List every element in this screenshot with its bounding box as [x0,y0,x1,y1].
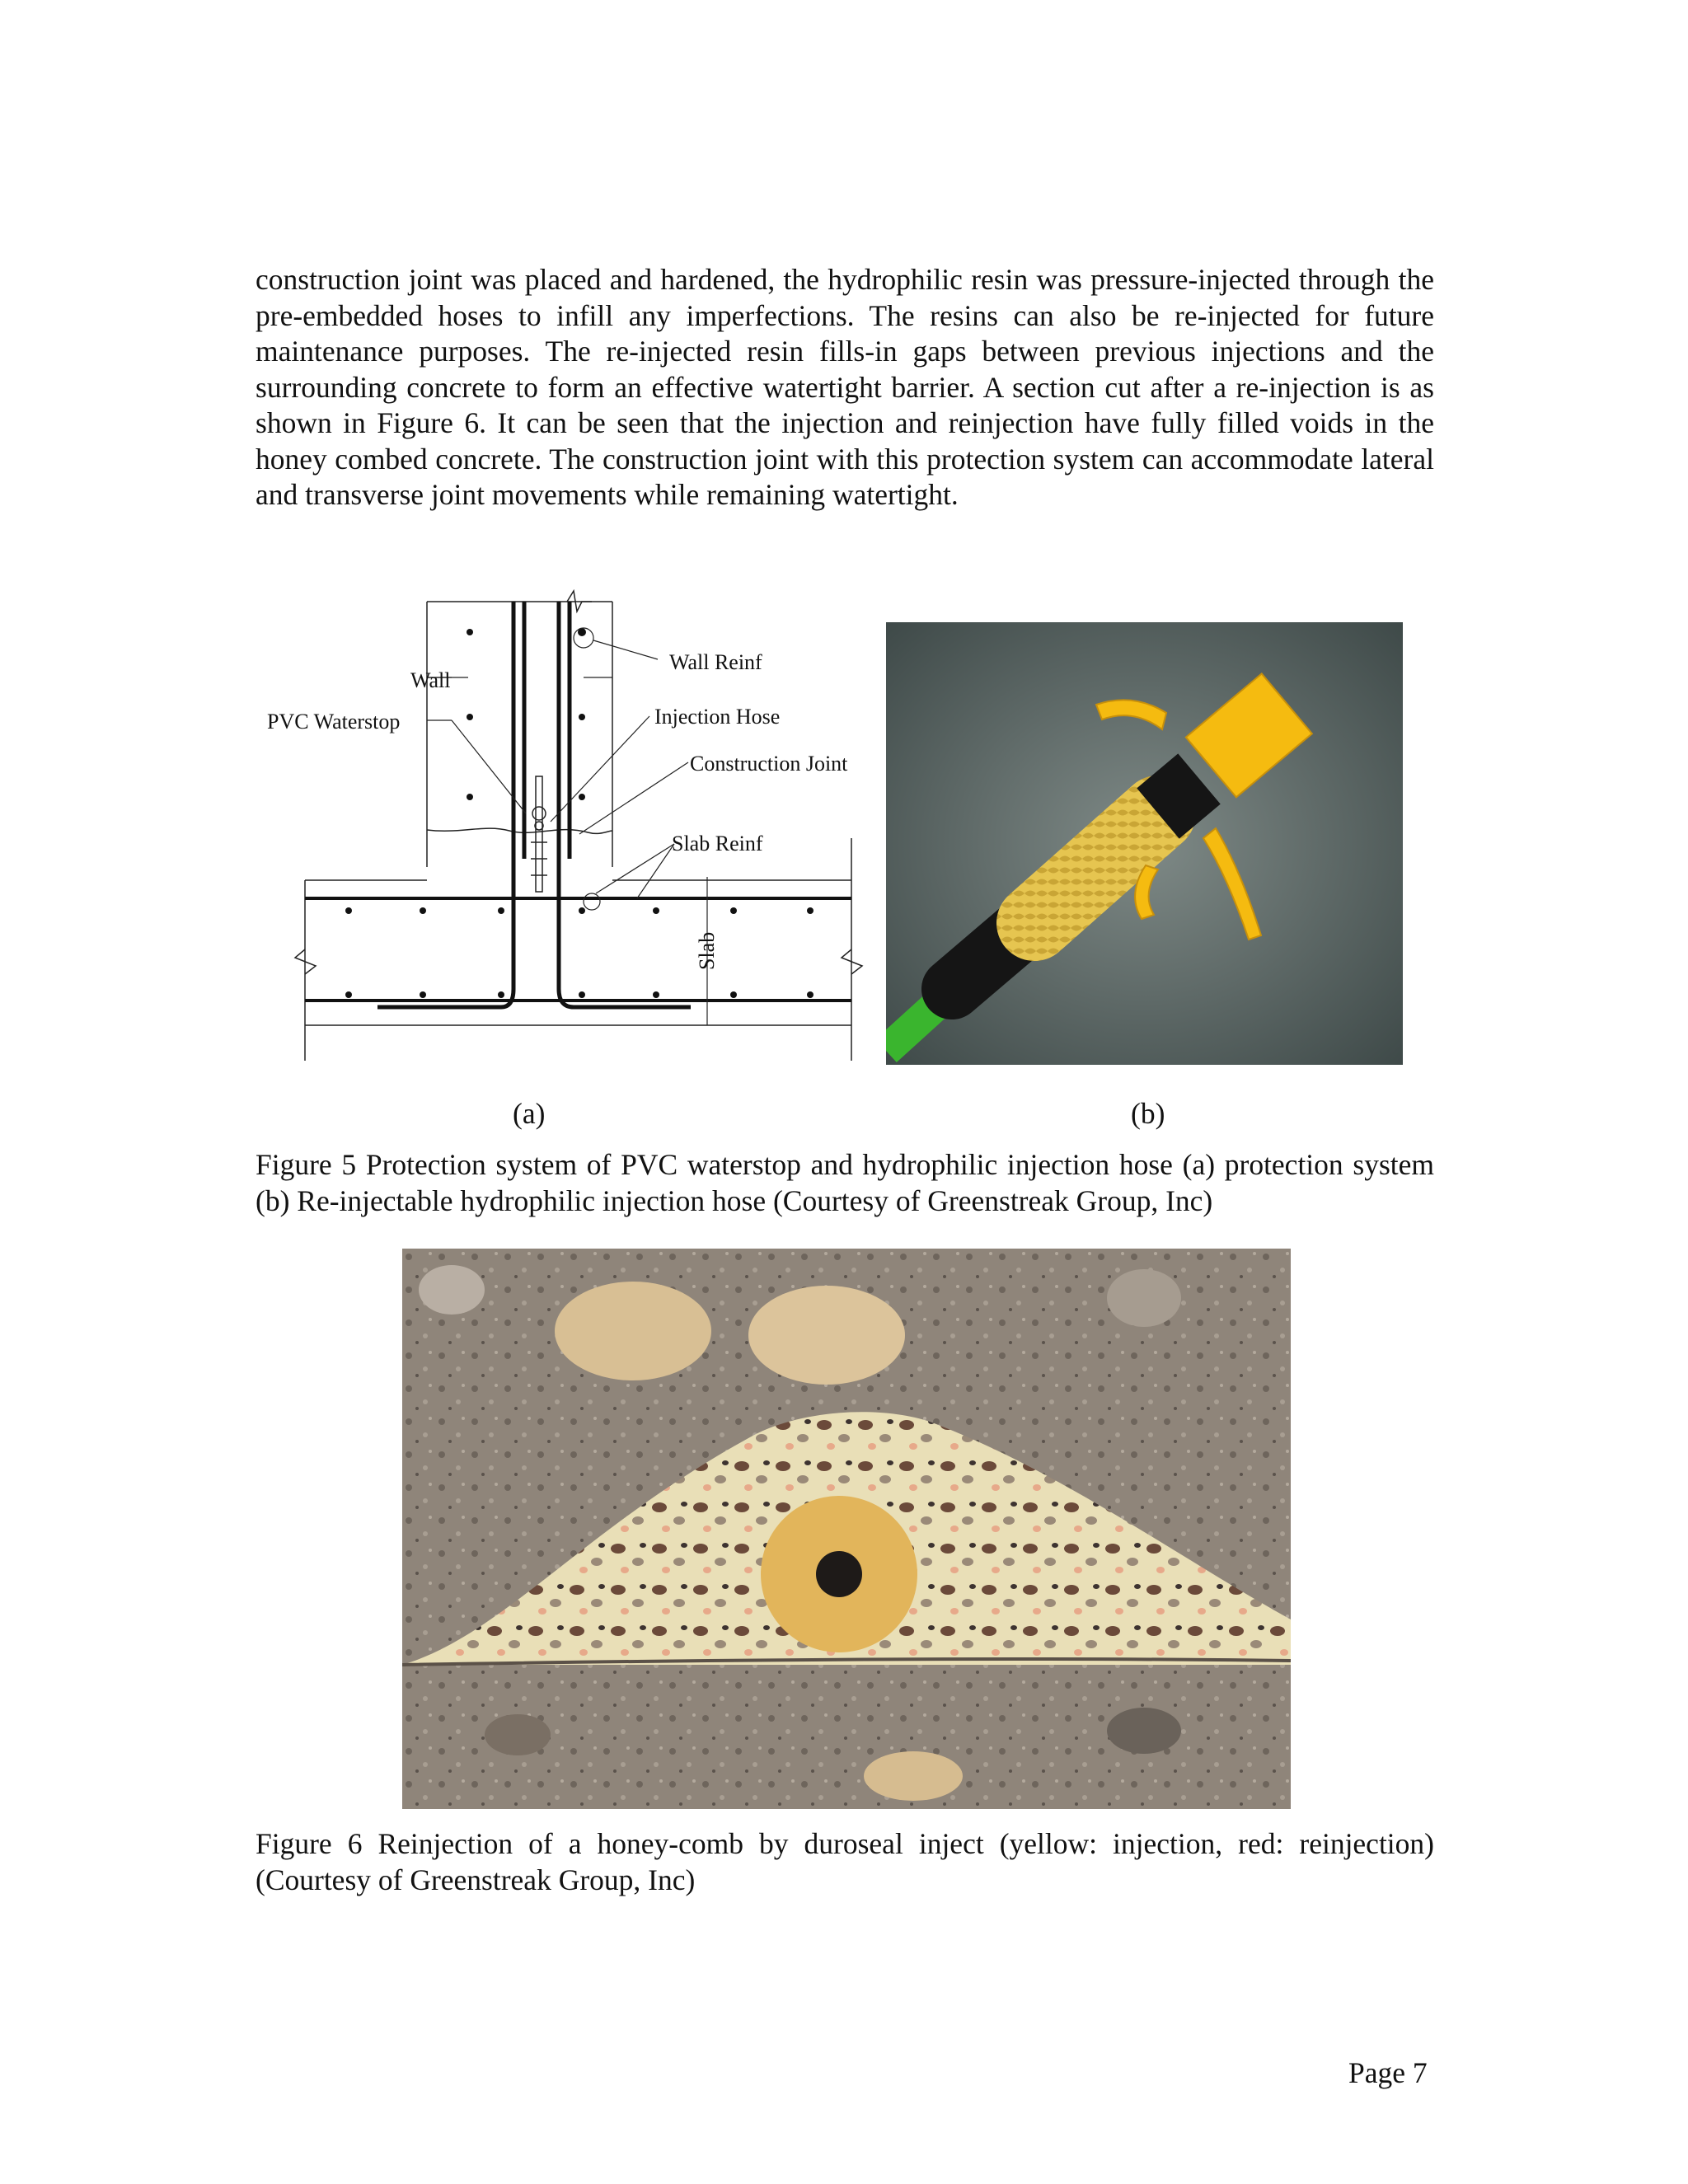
label-pvc-waterstop: PVC Waterstop [267,710,401,733]
figure5a-drawing [262,587,872,1071]
label-construction-joint: Construction Joint [690,752,848,776]
subfigure-label-b: (b) [1131,1097,1165,1130]
label-injection-hose: Injection Hose [654,705,781,729]
label-slab-reinf: Slab Reinf [672,832,763,855]
subfigure-label-a: (a) [513,1097,546,1130]
page-number: Page 7 [1348,2056,1428,2089]
body-paragraph: construction joint was placed and hardened, the hydrophilic resin was pressure-injected through the pre-embedded hoses to infill any imperfections. The resins can also be re-injected for future maintenance purposes. The re-injected resin fills-in gaps between previous injections and the surrounding concrete to form an effective watertight barrier. A section cut after a re-injection is as shown in Figure 6. It can be seen that the injection and reinjection have fully filled voids in the honey combed concrete. The construction joint with this protection system can accommodate lateral and transverse joint movements while remaining watertight. [256,263,1434,511]
label-wall: Wall [410,668,451,692]
figure5-caption: Figure 5 Protection system of PVC waterstop and hydrophilic injection hose (a) protection system (b) Re-injectable hydrophilic injection hose (Courtesy of Greenstreak Group, Inc) [256,1148,1434,1217]
label-wall-reinf: Wall Reinf [669,650,762,674]
figure6-caption: Figure 6 Reinjection of a honey-comb by duroseal inject (yellow: injection, red: reinjection) (Courtesy of Greenstreak Group, Inc) [256,1827,1434,1896]
figure6-photo [402,1249,1291,1809]
label-slab: Slab [695,931,719,970]
figure5b-photo [886,622,1403,1065]
